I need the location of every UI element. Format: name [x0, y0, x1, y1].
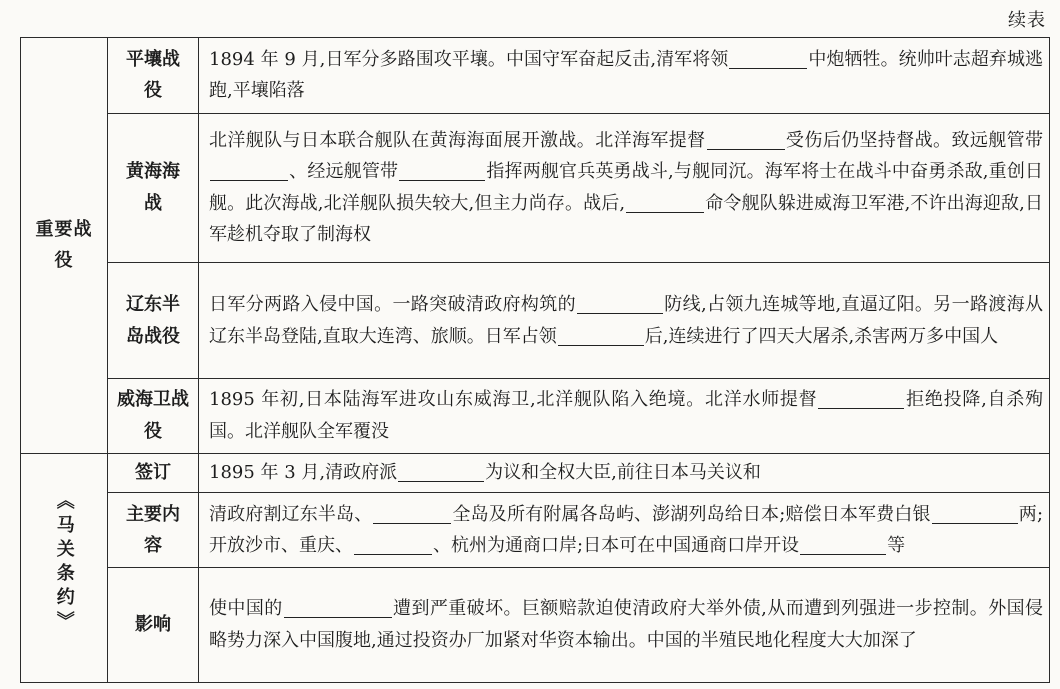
answer-blank[interactable]: [210, 160, 288, 181]
row-content-huanghai: 北洋舰队与日本联合舰队在黄海海面展开激战。北洋海军提督 受伤后仍坚持督战。致远舰管带、经远舰管带 指挥两舰官兵英勇战斗,与舰同沉。海军将士在战斗中奋勇杀敌,重创日舰。此次海战,北洋舰队损失较大,但主力尚存。战后, 命令舰队躲进威海卫军港,不许出海迎敌,日军趁机夺取了制海权: [199, 113, 1050, 262]
table-row: [21, 113, 1050, 262]
continued-table-label: 续表: [1008, 10, 1046, 31]
row-content-impact: 使中国的 遭到严重破坏。巨额赔款迫使清政府大举外债,从而遭到列强进一步控制。外国侵略势力深入中国腹地,通过投资办厂加紧对华资本输出。中国的半殖民地化程度大大加深了: [199, 567, 1050, 682]
table-row: [21, 263, 1050, 379]
row-label-content: 主要内容: [108, 493, 199, 568]
table-row: [21, 567, 1050, 682]
answer-blank[interactable]: [284, 597, 392, 618]
row-content-weihaiwei: 1895 年初,日本陆海军进攻山东威海卫,北洋舰队陷入绝境。北洋水师提督 拒绝投降,自杀殉国。北洋舰队全军覆没: [199, 379, 1050, 454]
table-row: [21, 379, 1050, 454]
answer-blank[interactable]: [818, 388, 904, 409]
category-label: 重要战役: [35, 218, 93, 272]
answer-blank[interactable]: [729, 48, 807, 69]
category-battles: [21, 38, 108, 454]
answer-blank[interactable]: [373, 503, 451, 524]
row-label-pingrang: 平壤战役: [108, 38, 199, 114]
row-label-weihaiwei: 威海卫战役: [108, 379, 199, 454]
row-content-pingrang: 1894 年 9 月,日军分多路围攻平壤。中国守军奋起反击,清军将领 中炮牺牲。统帅叶志超弃城逃跑,平壤陷落: [199, 38, 1050, 114]
row-label-huanghai: 黄海海战: [108, 113, 199, 262]
table-row: [21, 38, 1050, 114]
category-treaty: [21, 453, 108, 682]
row-label-impact: 影响: [108, 567, 199, 682]
answer-blank[interactable]: [399, 160, 485, 181]
history-table: [20, 37, 1050, 683]
category-label: 《马关条约》: [53, 490, 75, 635]
answer-blank[interactable]: [707, 129, 785, 150]
answer-blank[interactable]: [577, 293, 663, 314]
answer-blank[interactable]: [558, 325, 644, 346]
answer-blank[interactable]: [354, 534, 432, 555]
answer-blank[interactable]: [626, 192, 704, 213]
row-content-liaodong: 日军分两路入侵中国。一路突破清政府构筑的 防线,占领九连城等地,直逼辽阳。另一路渡海从辽东半岛登陆,直取大连湾、旅顺。日军占领 后,连续进行了四天大屠杀,杀害两万多中国人: [199, 263, 1050, 379]
row-content-signing: 1895 年 3 月,清政府派 为议和全权大臣,前往日本马关议和: [199, 453, 1050, 492]
answer-blank[interactable]: [932, 503, 1018, 524]
row-label-signing: 签订: [108, 453, 199, 492]
row-content-terms: 清政府割辽东半岛、 全岛及所有附属各岛屿、澎湖列岛给日本;赔偿日本军费白银 两;开放沙市、重庆、 、杭州为通商口岸;日本可在中国通商口岸开设 等: [199, 493, 1050, 568]
table-row: [21, 453, 1050, 492]
answer-blank[interactable]: [800, 534, 886, 555]
row-label-liaodong: 辽东半岛战役: [108, 263, 199, 379]
table-row: [21, 493, 1050, 568]
answer-blank[interactable]: [398, 461, 484, 482]
